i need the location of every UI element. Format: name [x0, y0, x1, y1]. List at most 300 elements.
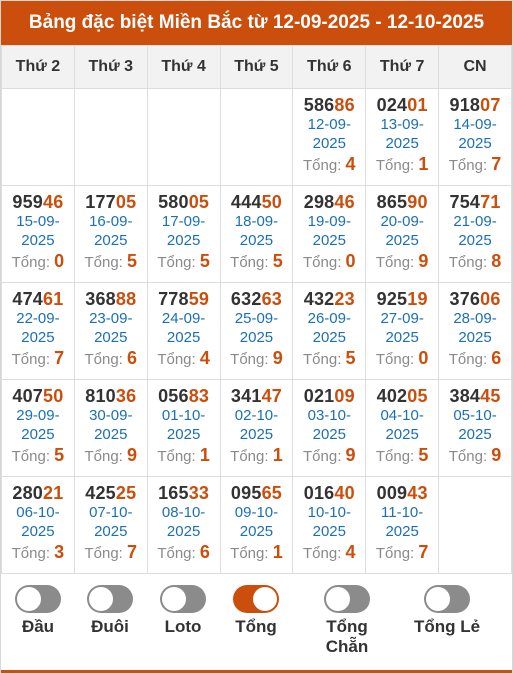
- draw-year: 2025: [21, 232, 55, 249]
- day-cell: [74, 380, 147, 477]
- number-head: 021: [303, 386, 335, 406]
- tong-label: Tổng:: [230, 351, 269, 368]
- special-prize-number: [439, 95, 511, 115]
- draw-date: 30-09-: [89, 407, 133, 424]
- special-prize-number: [366, 483, 438, 503]
- toggle-bar: [1, 577, 512, 673]
- draw-year: 2025: [94, 523, 128, 540]
- tong-line: [293, 347, 365, 371]
- calendar-table: [1, 45, 512, 574]
- tong-line: [221, 347, 293, 371]
- special-prize-number: [439, 386, 511, 406]
- tong-label: Tổng:: [11, 545, 50, 562]
- tong-label: Tổng:: [375, 351, 415, 368]
- toggle-switch[interactable]: [160, 585, 206, 613]
- day-cell: [147, 283, 220, 380]
- special-prize-number: [221, 483, 293, 503]
- tong-label: Tổng:: [230, 545, 269, 562]
- tong-line: [148, 444, 220, 468]
- tong-value: 5: [127, 251, 138, 271]
- toggle-label: Tổng Chẵn: [325, 617, 369, 656]
- day-cell: [74, 283, 147, 380]
- number-head: 368: [85, 289, 116, 309]
- number-tail: 86: [334, 95, 355, 115]
- day-cell: [439, 283, 512, 380]
- toggle-knob: [17, 587, 41, 611]
- tong-value: 5: [54, 445, 65, 465]
- tong-value: 9: [491, 445, 502, 465]
- number-head: 810: [85, 386, 116, 406]
- special-prize-number: [221, 192, 293, 212]
- special-prize-number: [75, 483, 147, 503]
- day-cell: [147, 477, 220, 574]
- day-cell: [74, 186, 147, 283]
- draw-year: 2025: [312, 232, 346, 249]
- number-tail: 61: [43, 289, 64, 309]
- draw-date: 10-10-: [307, 504, 351, 521]
- draw-year: 2025: [239, 523, 274, 540]
- tong-value: 7: [54, 348, 65, 368]
- tong-line: [148, 541, 220, 565]
- number-head: 016: [303, 483, 335, 503]
- week-row: [2, 89, 512, 186]
- day-cell: [293, 477, 366, 574]
- number-tail: 43: [407, 483, 428, 503]
- tong-line: [366, 444, 438, 468]
- tong-label: Tổng:: [375, 254, 415, 271]
- week-row: [2, 380, 512, 477]
- number-tail: 65: [261, 483, 282, 503]
- special-prize-number: [366, 386, 438, 406]
- tong-label: Tổng:: [303, 157, 342, 174]
- day-cell: [366, 283, 439, 380]
- number-head: 407: [12, 386, 44, 406]
- day-cell: [439, 89, 512, 186]
- tong-label: Tổng:: [448, 254, 488, 271]
- toggle-knob: [326, 587, 350, 611]
- draw-date: 22-09-: [16, 310, 60, 327]
- tong-line: [2, 250, 74, 274]
- draw-year: 2025: [94, 329, 128, 346]
- number-tail: 25: [115, 483, 137, 503]
- draw-date: 23-09-: [89, 310, 133, 327]
- draw-year: 2025: [458, 135, 492, 152]
- tong-label: Tổng:: [303, 448, 342, 465]
- draw-year: 2025: [312, 523, 346, 540]
- tong-line: [439, 444, 511, 468]
- tong-label: Tổng:: [303, 254, 342, 271]
- tong-value: 9: [345, 445, 356, 465]
- toggle-knob: [89, 587, 113, 611]
- number-tail: 50: [43, 386, 64, 406]
- tong-label: Tổng:: [11, 448, 50, 465]
- toggle-tong-le[interactable]: [409, 585, 485, 637]
- special-prize-number: [75, 192, 147, 212]
- tong-label: Tổng:: [375, 545, 415, 562]
- tong-value: 9: [272, 348, 283, 368]
- day-cell: [366, 89, 439, 186]
- toggle-switch[interactable]: [233, 585, 279, 613]
- weekday-header: Thứ 5: [220, 46, 293, 89]
- tong-label: Tổng:: [84, 448, 123, 465]
- number-head: 632: [230, 289, 262, 309]
- draw-date: 07-10-: [89, 504, 133, 521]
- day-cell: [293, 186, 366, 283]
- number-tail: 05: [115, 192, 137, 212]
- tong-label: Tổng:: [84, 254, 123, 271]
- special-prize-number: [293, 386, 365, 406]
- day-cell: [439, 380, 512, 477]
- number-head: 376: [449, 289, 481, 309]
- number-head: 341: [230, 386, 262, 406]
- tong-value: 1: [199, 445, 210, 465]
- tong-line: [2, 541, 74, 565]
- tong-line: [2, 347, 74, 371]
- draw-year: 2025: [166, 426, 201, 443]
- weekday-header: Thứ 2: [2, 46, 75, 89]
- tong-label: Tổng:: [84, 351, 123, 368]
- special-prize-number: [293, 95, 365, 115]
- toggle-label: Đầu: [21, 617, 55, 636]
- draw-date: 25-09-: [234, 310, 279, 327]
- special-prize-number: [366, 192, 438, 212]
- number-tail: 47: [261, 386, 282, 406]
- draw-date: 21-09-: [453, 213, 497, 230]
- number-tail: 09: [334, 386, 355, 406]
- day-cell: [439, 186, 512, 283]
- toggle-tong-chan[interactable]: [314, 585, 380, 657]
- special-prize-number: [366, 95, 438, 115]
- week-row: [2, 477, 512, 574]
- number-head: 474: [12, 289, 44, 309]
- draw-date: 27-09-: [380, 310, 424, 327]
- tong-value: 5: [199, 251, 210, 271]
- tong-value: 5: [345, 348, 356, 368]
- number-head: 095: [230, 483, 262, 503]
- weekday-header: Thứ 6: [293, 46, 366, 89]
- draw-year: 2025: [239, 426, 274, 443]
- draw-year: 2025: [94, 232, 128, 249]
- draw-date: 26-09-: [307, 310, 351, 327]
- day-cell: [147, 380, 220, 477]
- number-head: 009: [376, 483, 408, 503]
- number-head: 444: [230, 192, 262, 212]
- tong-line: [366, 153, 438, 177]
- toggle-loto[interactable]: [160, 585, 206, 637]
- week-row: [2, 186, 512, 283]
- number-head: 586: [303, 95, 335, 115]
- number-head: 024: [376, 95, 408, 115]
- draw-year: 2025: [94, 426, 128, 443]
- special-prize-number: [221, 386, 293, 406]
- toggle-switch[interactable]: [87, 585, 133, 613]
- special-prize-number: [293, 192, 365, 212]
- tong-line: [293, 153, 365, 177]
- draw-date: 01-10-: [161, 407, 206, 424]
- number-head: 959: [12, 192, 44, 212]
- tong-value: 6: [199, 542, 210, 562]
- tong-label: Tổng:: [11, 254, 50, 271]
- number-head: 865: [376, 192, 408, 212]
- draw-year: 2025: [166, 232, 201, 249]
- tong-label: Tổng:: [11, 351, 50, 368]
- tong-label: Tổng:: [375, 157, 415, 174]
- tong-value: 9: [418, 251, 429, 271]
- toggle-duoi[interactable]: [87, 585, 133, 637]
- number-tail: 50: [261, 192, 282, 212]
- draw-year: 2025: [312, 426, 346, 443]
- number-head: 402: [376, 386, 408, 406]
- draw-year: 2025: [239, 329, 274, 346]
- tong-value: 1: [418, 154, 429, 174]
- number-head: 177: [85, 192, 116, 212]
- tong-line: [439, 250, 511, 274]
- table-title: Bảng đặc biệt Miền Bắc từ 12-09-2025 - 12-10-2025: [1, 1, 512, 45]
- day-cell: [293, 89, 366, 186]
- tong-line: [439, 347, 511, 371]
- day-cell: [74, 477, 147, 574]
- tong-label: Tổng:: [157, 545, 196, 562]
- tong-line: [75, 444, 147, 468]
- special-prize-number: [148, 386, 220, 406]
- tong-label: Tổng:: [448, 448, 488, 465]
- tong-label: Tổng:: [230, 254, 269, 271]
- toggle-knob: [162, 587, 186, 611]
- toggle-label: Loto: [164, 617, 202, 636]
- day-cell: [2, 186, 75, 283]
- special-prize-number: [221, 289, 293, 309]
- draw-date: 02-10-: [234, 407, 279, 424]
- empty-day-cell: [220, 89, 293, 186]
- draw-date: 16-09-: [89, 213, 133, 230]
- draw-date: 11-10-: [381, 504, 424, 521]
- number-head: 778: [158, 289, 189, 309]
- tong-value: 4: [345, 154, 356, 174]
- number-tail: 05: [188, 192, 210, 212]
- day-cell: [220, 477, 293, 574]
- day-cell: [366, 186, 439, 283]
- number-tail: 05: [407, 386, 428, 406]
- tong-label: Tổng:: [448, 157, 488, 174]
- number-tail: 06: [480, 289, 501, 309]
- special-prize-number: [293, 289, 365, 309]
- draw-year: 2025: [385, 232, 419, 249]
- tong-value: 1: [272, 542, 283, 562]
- number-tail: 83: [188, 386, 210, 406]
- draw-date: 15-09-: [16, 213, 60, 230]
- day-cell: [366, 477, 439, 574]
- draw-year: 2025: [21, 329, 55, 346]
- weekday-header-row: [2, 46, 512, 89]
- week-row: [2, 283, 512, 380]
- tong-value: 4: [199, 348, 210, 368]
- tong-line: [75, 347, 147, 371]
- tong-line: [293, 541, 365, 565]
- number-head: 056: [158, 386, 189, 406]
- tong-label: Tổng:: [157, 254, 196, 271]
- draw-date: 05-10-: [453, 407, 497, 424]
- number-tail: 71: [480, 192, 501, 212]
- tong-label: Tổng:: [448, 351, 488, 368]
- weekday-header: Thứ 4: [147, 46, 220, 89]
- empty-day-cell: [439, 477, 512, 574]
- draw-date: 03-10-: [307, 407, 351, 424]
- draw-date: 17-09-: [161, 213, 206, 230]
- toggle-tong[interactable]: [233, 585, 279, 637]
- day-cell: [220, 186, 293, 283]
- number-head: 754: [449, 192, 481, 212]
- day-cell: [2, 380, 75, 477]
- number-tail: 90: [407, 192, 428, 212]
- number-tail: 59: [188, 289, 210, 309]
- number-tail: 46: [43, 192, 64, 212]
- draw-year: 2025: [385, 523, 419, 540]
- draw-date: 24-09-: [161, 310, 206, 327]
- tong-line: [439, 153, 511, 177]
- special-prize-number: [366, 289, 438, 309]
- tong-line: [75, 250, 147, 274]
- day-cell: [293, 380, 366, 477]
- tong-value: 5: [272, 251, 283, 271]
- weekday-header: Thứ 3: [74, 46, 147, 89]
- draw-date: 14-09-: [453, 116, 497, 133]
- toggle-switch[interactable]: [15, 585, 61, 613]
- toggle-label: Tổng Lẻ: [413, 617, 481, 636]
- tong-label: Tổng:: [303, 545, 342, 562]
- number-head: 925: [376, 289, 408, 309]
- tong-line: [148, 250, 220, 274]
- special-prize-number: [2, 386, 74, 406]
- number-tail: 19: [407, 289, 428, 309]
- toggle-knob: [253, 587, 277, 611]
- tong-label: Tổng:: [84, 545, 123, 562]
- draw-year: 2025: [312, 135, 346, 152]
- number-head: 165: [158, 483, 189, 503]
- tong-line: [293, 250, 365, 274]
- tong-line: [221, 250, 293, 274]
- draw-date: 12-09-: [307, 116, 351, 133]
- number-head: 432: [303, 289, 335, 309]
- number-head: 425: [85, 483, 116, 503]
- draw-date: 08-10-: [161, 504, 206, 521]
- number-tail: 63: [261, 289, 282, 309]
- draw-year: 2025: [166, 523, 201, 540]
- special-prize-number: [75, 289, 147, 309]
- weekday-header: CN: [439, 46, 512, 89]
- special-prize-number: [2, 289, 74, 309]
- toggle-knob: [426, 587, 450, 611]
- draw-date: 19-09-: [307, 213, 351, 230]
- special-prize-number: [2, 483, 74, 503]
- draw-date: 13-09-: [380, 116, 424, 133]
- tong-line: [293, 444, 365, 468]
- number-tail: 33: [188, 483, 210, 503]
- draw-date: 06-10-: [16, 504, 60, 521]
- bottom-accent-bar: [1, 670, 512, 673]
- weekday-header: Thứ 7: [366, 46, 439, 89]
- tong-value: 4: [345, 542, 356, 562]
- tong-line: [366, 347, 438, 371]
- draw-year: 2025: [458, 232, 492, 249]
- draw-date: 04-10-: [380, 407, 424, 424]
- tong-label: Tổng:: [157, 351, 196, 368]
- tong-label: Tổng:: [230, 448, 269, 465]
- tong-label: Tổng:: [303, 351, 342, 368]
- special-prize-number: [148, 192, 220, 212]
- draw-year: 2025: [312, 329, 346, 346]
- tong-value: 6: [491, 348, 502, 368]
- tong-label: Tổng:: [375, 448, 415, 465]
- tong-line: [75, 541, 147, 565]
- toggle-dau[interactable]: [15, 585, 61, 637]
- draw-year: 2025: [239, 232, 274, 249]
- toggle-switch[interactable]: [424, 585, 470, 613]
- empty-day-cell: [74, 89, 147, 186]
- tong-line: [148, 347, 220, 371]
- special-prize-number: [148, 289, 220, 309]
- tong-value: 5: [418, 445, 429, 465]
- day-cell: [2, 283, 75, 380]
- tong-value: 8: [491, 251, 502, 271]
- day-cell: [220, 283, 293, 380]
- special-prize-number: [293, 483, 365, 503]
- tong-line: [366, 250, 438, 274]
- draw-year: 2025: [385, 426, 419, 443]
- number-tail: 01: [407, 95, 428, 115]
- draw-date: 28-09-: [453, 310, 497, 327]
- number-tail: 88: [115, 289, 137, 309]
- tong-value: 0: [418, 348, 429, 368]
- draw-year: 2025: [385, 135, 419, 152]
- special-prize-number: [75, 386, 147, 406]
- tong-line: [221, 541, 293, 565]
- toggle-label: Tổng: [235, 617, 277, 636]
- empty-day-cell: [147, 89, 220, 186]
- number-tail: 23: [334, 289, 355, 309]
- draw-date: 09-10-: [234, 504, 279, 521]
- toggle-label: Đuôi: [91, 617, 129, 636]
- number-head: 384: [449, 386, 481, 406]
- empty-day-cell: [2, 89, 75, 186]
- tong-line: [221, 444, 293, 468]
- draw-year: 2025: [385, 329, 419, 346]
- draw-date: 20-09-: [380, 213, 424, 230]
- number-head: 298: [303, 192, 335, 212]
- tong-value: 6: [127, 348, 138, 368]
- number-tail: 46: [334, 192, 355, 212]
- tong-line: [2, 444, 74, 468]
- day-cell: [147, 186, 220, 283]
- tong-value: 3: [54, 542, 65, 562]
- tong-line: [366, 541, 438, 565]
- day-cell: [2, 477, 75, 574]
- draw-year: 2025: [166, 329, 201, 346]
- day-cell: [220, 380, 293, 477]
- special-prize-number: [148, 483, 220, 503]
- draw-date: 18-09-: [234, 213, 279, 230]
- tong-value: 0: [345, 251, 356, 271]
- number-tail: 07: [480, 95, 501, 115]
- number-tail: 21: [43, 483, 64, 503]
- number-tail: 40: [334, 483, 355, 503]
- draw-year: 2025: [458, 329, 492, 346]
- number-head: 280: [12, 483, 44, 503]
- toggle-switch[interactable]: [324, 585, 370, 613]
- day-cell: [366, 380, 439, 477]
- tong-value: 7: [418, 542, 429, 562]
- special-prize-number: [439, 192, 511, 212]
- number-head: 580: [158, 192, 189, 212]
